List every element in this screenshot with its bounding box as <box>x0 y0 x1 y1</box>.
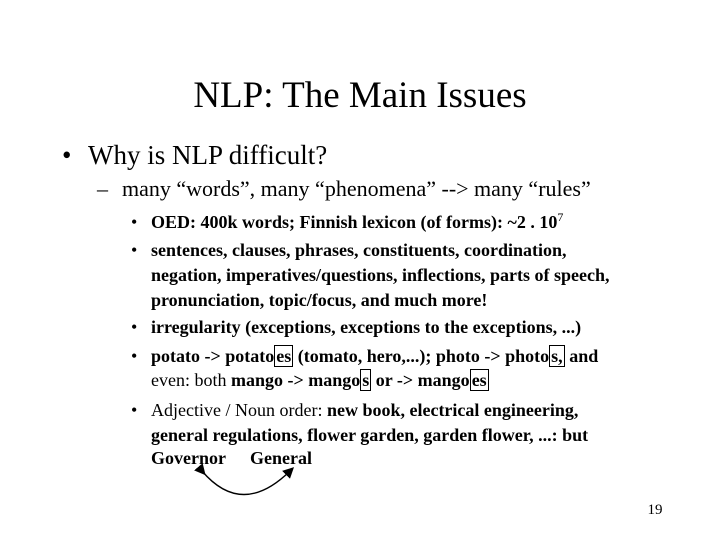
sentences-line-3: pronunciation, topic/focus, and much more! <box>151 290 488 310</box>
mango-text-a: even: both <box>151 370 231 390</box>
boxed-suffix-s: s, <box>551 346 563 366</box>
mango-text-d: or -> mango <box>371 370 470 390</box>
bullet-text: Why is NLP difficult? <box>88 140 328 170</box>
mango-text-b: mango -> mango <box>230 370 361 390</box>
potato-text-c: (tomato, hero,...); photo -> photo <box>293 346 550 366</box>
slide-title: NLP: The Main Issues <box>193 75 527 116</box>
sentences-line-1: sentences, clauses, phrases, constituents, coordination, <box>151 240 567 260</box>
potato-text-a: potato -> potato <box>151 346 275 366</box>
boxed-suffix-s-mango: s <box>362 370 370 390</box>
swap-arrow-icon <box>190 463 300 515</box>
adj-text-b: new book, electrical engineering, <box>326 400 579 420</box>
oed-exponent: 7 <box>557 210 564 224</box>
governor-word: Governor <box>151 448 226 468</box>
bullet-dot-icon: • <box>131 346 138 366</box>
boxed-suffix-es-mango: es <box>471 370 487 390</box>
oed-text: OED: 400k words; Finnish lexicon (of forms): ~2 . 10 <box>151 212 558 232</box>
boxed-suffix-es: es <box>276 346 292 366</box>
potato-text-e: and <box>564 346 599 366</box>
sentences-line-2: negation, imperatives/questions, inflections, parts of speech, <box>151 265 610 285</box>
adj-text-a: Adjective / Noun order: <box>151 400 327 420</box>
bullet-dot-icon: • <box>131 212 138 232</box>
adj-line-2: general regulations, flower garden, garden flower, ...: but <box>151 425 589 445</box>
bullet-dot-icon: • <box>62 140 72 170</box>
general-word: General <box>249 448 312 468</box>
bullet-dot-icon: • <box>131 317 138 337</box>
dash-icon: – <box>97 176 108 201</box>
bullet-dot-icon: • <box>131 240 138 260</box>
irregularity-text: irregularity (exceptions, exceptions to the exceptions, ...) <box>151 317 582 337</box>
page-number: 19 <box>647 502 663 518</box>
item-oed-text <box>151 211 563 234</box>
sub-bullet-text: many “words”, many “phenomena” --> many “rules” <box>122 176 591 201</box>
bullet-dot-icon: • <box>131 400 138 420</box>
